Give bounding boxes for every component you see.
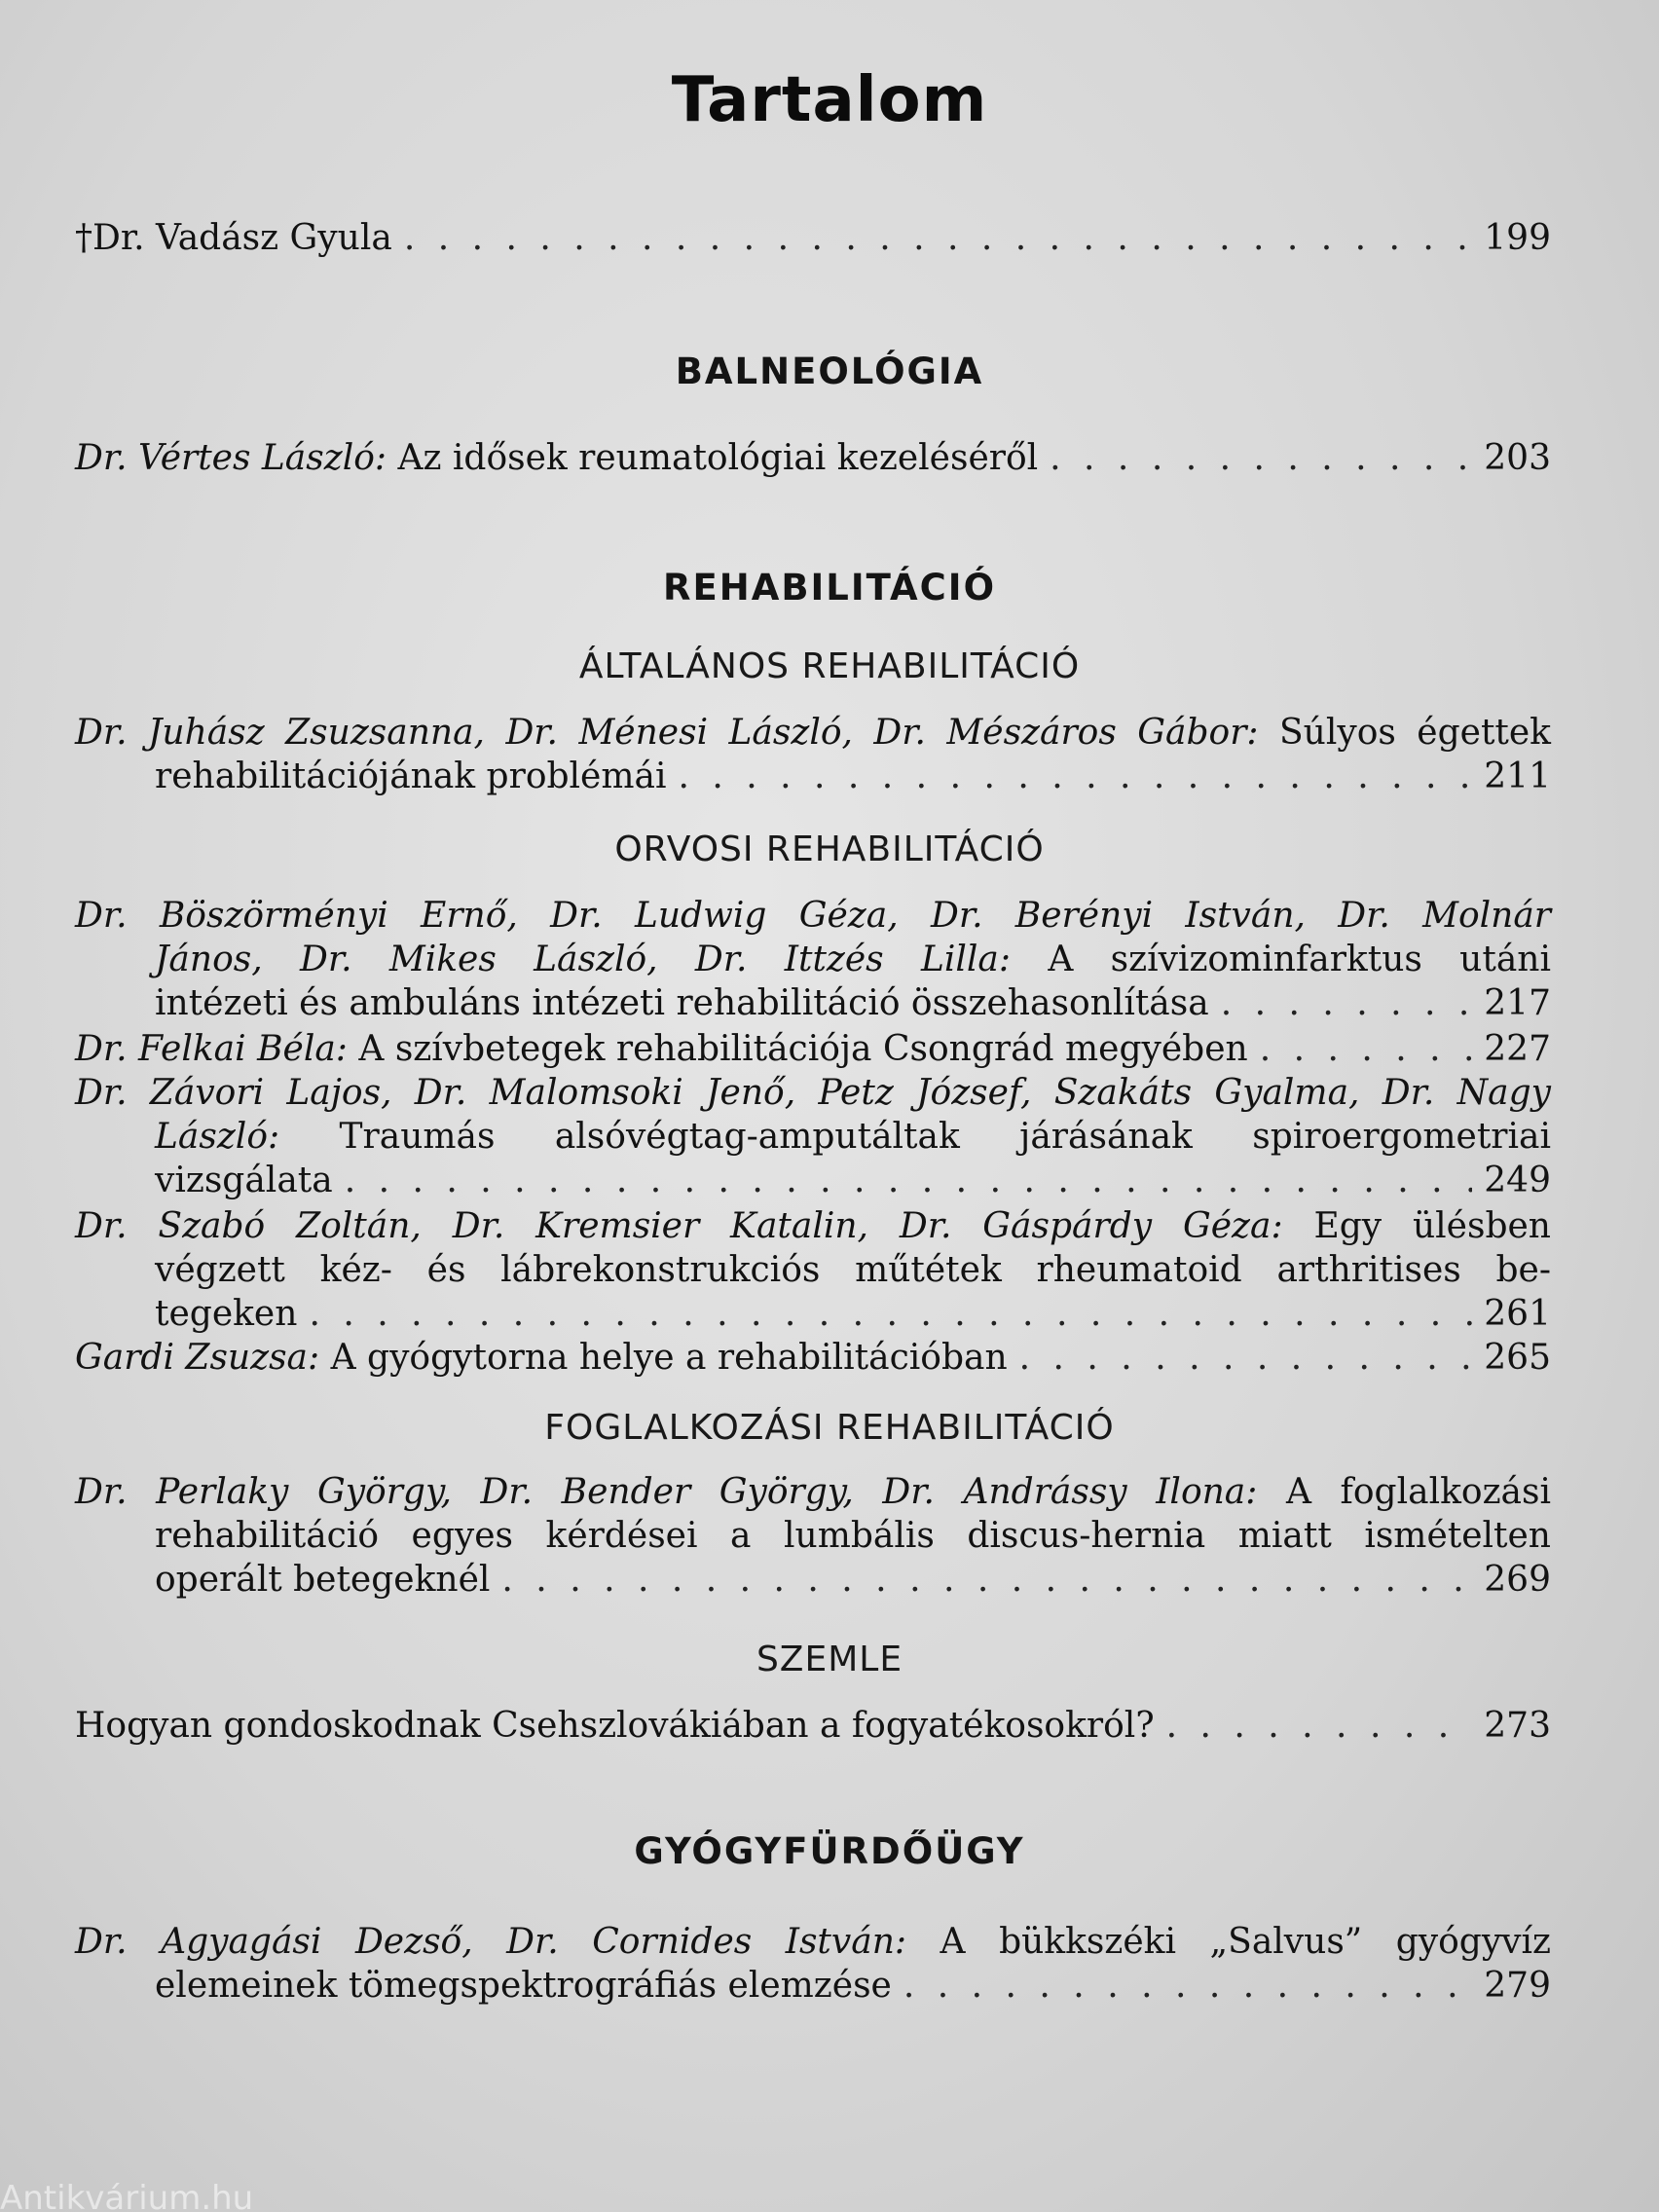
toc-entry-szabo[interactable] bbox=[75, 1204, 1551, 1336]
page-number: 199 bbox=[1484, 218, 1551, 258]
leader-dots bbox=[404, 216, 1472, 260]
subsection-heading-orvosi: ORVOSI REHABILITÁCIÓ bbox=[614, 830, 1045, 869]
entry-title-line: rehabilitáció egyes kérdései a lumbális discus-hernia miatt ismételten bbox=[155, 1516, 1551, 1556]
leader-dots bbox=[309, 1292, 1472, 1336]
leader-dots bbox=[345, 1159, 1473, 1202]
page-number: 265 bbox=[1484, 1338, 1551, 1378]
entry-author: Dr. Vértes László: bbox=[75, 438, 387, 478]
toc-entry-vadasz[interactable] bbox=[75, 216, 1551, 260]
entry-title-line: A bükkszéki „Salvus” gyógyvíz bbox=[940, 1922, 1551, 1962]
leader-dots bbox=[1166, 1704, 1473, 1748]
entry-author-line: János, Dr. Mikes László, Dr. Ittzés Lilla: bbox=[155, 940, 1012, 979]
toc-entry-perlaky[interactable] bbox=[75, 1470, 1551, 1602]
section-heading-szemle: SZEMLE bbox=[756, 1640, 903, 1679]
page-number: 261 bbox=[1484, 1294, 1551, 1334]
section-heading-balneologia: BALNEOLÓGIA bbox=[675, 350, 984, 392]
entry-title-line: Traumás alsóvégtag-amputáltak járásának spiroergometriai bbox=[339, 1117, 1551, 1157]
entry-author: Dr. Agyagási Dezső, Dr. Cornides István: bbox=[75, 1922, 907, 1962]
entry-title-line: rehabilitációjának problémái bbox=[155, 756, 667, 796]
page-number: 211 bbox=[1484, 756, 1551, 796]
entry-title: A szívbetegek rehabilitációja Csongrád megyében bbox=[358, 1029, 1248, 1069]
toc-entry-felkai[interactable] bbox=[75, 1027, 1551, 1071]
entry-author: Dr. Szabó Zoltán, Dr. Kremsier Katalin, Dr. Gáspárdy Géza: bbox=[75, 1206, 1283, 1246]
entry-title: †Dr. Vadász Gyula bbox=[75, 218, 392, 258]
section-heading-rehabilitacio: REHABILITÁCIÓ bbox=[662, 567, 997, 608]
entry-author-line: Dr. Závori Lajos, Dr. Malomsoki Jenő, Petz József, Szakáts Gyalma, Dr. Nagy bbox=[75, 1073, 1551, 1113]
entry-title-line: A szívizominfarktus utáni bbox=[1048, 940, 1551, 979]
page-number: 249 bbox=[1484, 1161, 1551, 1200]
entry-title-line: vizsgálata bbox=[155, 1161, 333, 1200]
section-heading-gyogyfurdougy: GYÓGYFÜRDŐÜGY bbox=[634, 1830, 1025, 1872]
leader-dots bbox=[1260, 1027, 1473, 1071]
page-number: 279 bbox=[1484, 1966, 1551, 2006]
toc-entry-agyagasi[interactable] bbox=[75, 1920, 1551, 2008]
watermark: Antikvárium.hu bbox=[0, 2179, 254, 2212]
entry-title-line: A foglalkozási bbox=[1285, 1472, 1551, 1512]
entry-author-line: Dr. Böszörményi Ernő, Dr. Ludwig Géza, Dr. Berényi István, Dr. Molnár bbox=[75, 896, 1551, 936]
leader-dots bbox=[1019, 1336, 1473, 1380]
entry-author-line: László: bbox=[155, 1117, 280, 1157]
toc-entry-gardi[interactable] bbox=[75, 1336, 1551, 1380]
page-number: 273 bbox=[1484, 1706, 1551, 1746]
toc-entry-juhasz[interactable] bbox=[75, 711, 1551, 798]
entry-title-line: Egy ülésben bbox=[1313, 1206, 1551, 1246]
entry-title-line: tegeken bbox=[155, 1294, 298, 1334]
entry-title: Hogyan gondoskodnak Csehszlovákiában a fogyatékosokról? bbox=[75, 1706, 1155, 1746]
leader-dots bbox=[1050, 436, 1472, 480]
leader-dots bbox=[1221, 981, 1473, 1025]
entry-title-line: elemeinek tömegspektrográfiás elemzése bbox=[155, 1966, 892, 2006]
entry-author: Dr. Perlaky György, Dr. Bender György, Dr. Andrássy Ilona: bbox=[75, 1472, 1258, 1512]
page-number: 269 bbox=[1484, 1560, 1551, 1600]
page-title: Tartalom bbox=[671, 64, 988, 136]
entry-title-line: Súlyos égettek bbox=[1279, 713, 1551, 753]
leader-dots bbox=[501, 1558, 1472, 1602]
entry-title-line: intézeti és ambuláns intézeti rehabilitáció összehasonlítása bbox=[155, 983, 1209, 1023]
entry-title: A gyógytorna helye a rehabilitációban bbox=[330, 1338, 1008, 1378]
subsection-heading-altalanos: ÁLTALÁNOS REHABILITÁCIÓ bbox=[578, 646, 1081, 686]
entry-author: Dr. Juhász Zsuzsanna, Dr. Ménesi László, Dr. Mészáros Gábor: bbox=[75, 713, 1259, 753]
page-number: 203 bbox=[1484, 438, 1551, 478]
entry-title: Az idősek reumatológiai kezeléséről bbox=[397, 438, 1039, 478]
entry-title-line: operált betegeknél bbox=[155, 1560, 491, 1600]
leader-dots bbox=[678, 755, 1472, 798]
entry-title-line: végzett kéz- és lábrekonstrukciós műtétek rheumatoid arthritises be- bbox=[155, 1250, 1551, 1290]
toc-entry-boszormenyi[interactable] bbox=[75, 894, 1551, 1025]
page-number: 217 bbox=[1484, 983, 1551, 1023]
leader-dots bbox=[903, 1964, 1472, 2008]
entry-author: Dr. Felkai Béla: bbox=[75, 1029, 348, 1069]
toc-entry-hogyan[interactable] bbox=[75, 1704, 1551, 1748]
entry-author: Gardi Zsuzsa: bbox=[75, 1338, 320, 1378]
subsection-heading-foglalkozasi: FOGLALKOZÁSI REHABILITÁCIÓ bbox=[544, 1408, 1115, 1448]
toc-entry-vertes[interactable] bbox=[75, 436, 1551, 480]
toc-entry-zavori[interactable] bbox=[75, 1071, 1551, 1202]
page-number: 227 bbox=[1484, 1029, 1551, 1069]
